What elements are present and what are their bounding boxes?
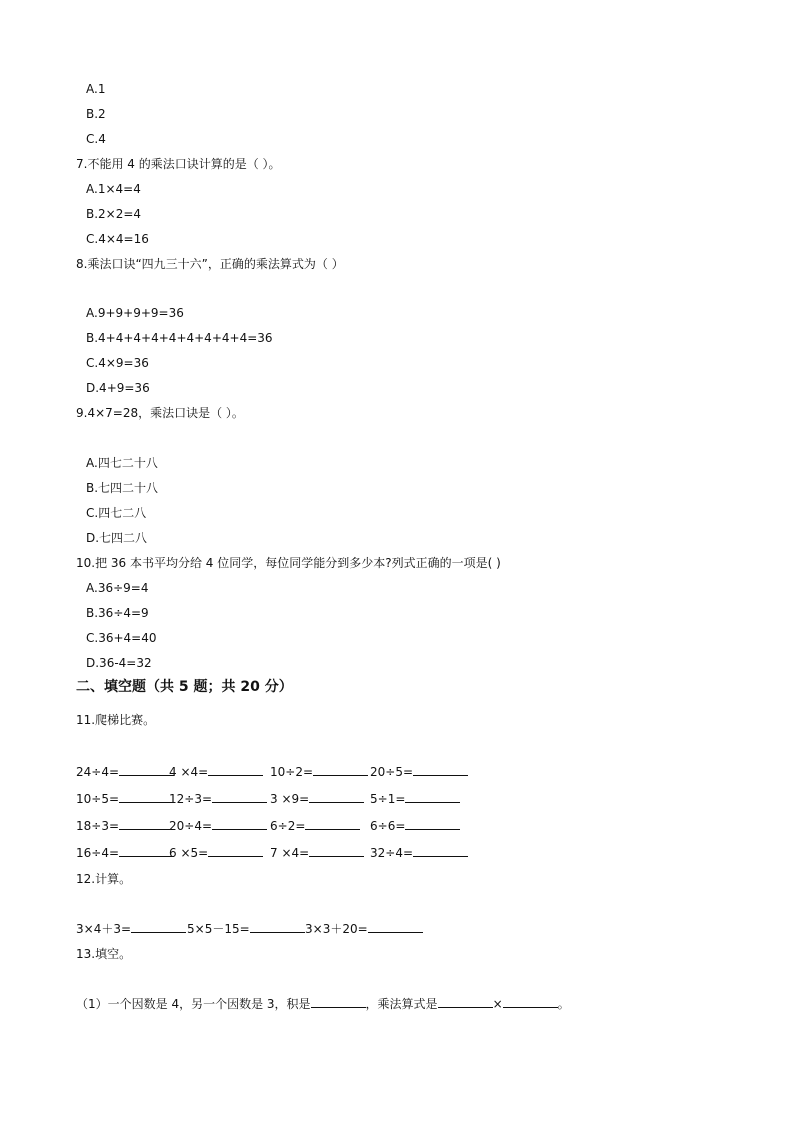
q7-option-c: C.4×4=16 — [86, 232, 149, 246]
answer-blank[interactable] — [405, 818, 460, 830]
q11-expr: 10÷2= — [270, 765, 314, 779]
answer-blank[interactable] — [119, 845, 174, 857]
answer-blank[interactable] — [413, 764, 468, 776]
answer-blank[interactable] — [119, 791, 174, 803]
q10-option-a: A.36÷9=4 — [86, 581, 149, 595]
answer-blank[interactable] — [208, 845, 263, 857]
factor-blank-1[interactable] — [438, 996, 493, 1008]
q13-part1 — [76, 996, 570, 1012]
q9-option-d: D.七四二八 — [86, 531, 148, 545]
q11-expr: 20÷4= — [169, 819, 213, 833]
q10-option-c: C.36+4=40 — [86, 631, 157, 645]
answer-blank[interactable] — [131, 921, 186, 933]
answer-blank[interactable] — [368, 921, 423, 933]
section-title: 二、填空题（共 5 题；共 20 分） — [76, 679, 293, 695]
q6-option-a: A.1 — [86, 82, 106, 96]
q11-expr: 6÷6= — [370, 819, 406, 833]
answer-blank[interactable] — [313, 764, 368, 776]
q9-option-c: C.四七二八 — [86, 506, 147, 520]
answer-blank[interactable] — [309, 791, 364, 803]
q10-option-d: D.36-4=32 — [86, 656, 152, 670]
q8-option-a: A.9+9+9+9=36 — [86, 306, 184, 320]
q7-stem: 7.不能用 4 的乘法口诀计算的是（ ）。 — [76, 157, 281, 171]
q9-stem: 9.4×7=28，乘法口诀是（ ）。 — [76, 406, 244, 420]
q9-option-a: A.四七二十八 — [86, 456, 158, 470]
answer-blank[interactable] — [119, 818, 174, 830]
q7-option-b: B.2×2=4 — [86, 207, 142, 221]
q11-expr: 24÷4= — [76, 765, 120, 779]
answer-blank[interactable] — [309, 845, 364, 857]
q8-option-d: D.4+9=36 — [86, 381, 150, 395]
q13-part1-text-2: ，乘法算式是 — [365, 997, 438, 1011]
q11-expr: 5÷1= — [370, 792, 406, 806]
answer-blank[interactable] — [208, 764, 263, 776]
factor-blank-2[interactable] — [503, 996, 558, 1008]
q10-option-b: B.36÷4=9 — [86, 606, 149, 620]
times-sign: × — [492, 997, 503, 1011]
answer-blank[interactable] — [212, 818, 267, 830]
q11-expr: 18÷3= — [76, 819, 120, 833]
q11-stem: 11.爬梯比赛。 — [76, 713, 156, 727]
q8-option-b: B.4+4+4+4+4+4+4+4+4=36 — [86, 331, 273, 345]
q13-stem: 13.填空。 — [76, 947, 132, 961]
q7-option-a: A.1×4=4 — [86, 182, 141, 196]
q12-expr: 5×5－15= — [187, 922, 250, 936]
period: 。 — [557, 997, 570, 1011]
q13-part1-text: （1）一个因数是 4，另一个因数是 3，积是 — [76, 997, 311, 1011]
q11-expr: 32÷4= — [370, 846, 414, 860]
product-blank[interactable] — [311, 996, 366, 1008]
q12-expr: 3×3＋20= — [305, 922, 368, 936]
q9-option-b: B.七四二十八 — [86, 481, 159, 495]
q11-expr: 6÷2= — [270, 819, 306, 833]
q11-expr: 10÷5= — [76, 792, 120, 806]
q12-stem: 12.计算。 — [76, 872, 132, 886]
q6-option-b: B.2 — [86, 107, 106, 121]
q11-expr: 16÷4= — [76, 846, 120, 860]
q10-stem: 10.把 36 本书平均分给 4 位同学，每位同学能分到多少本?列式正确的一项是( ) — [76, 556, 501, 570]
answer-blank[interactable] — [413, 845, 468, 857]
q6-option-c: C.4 — [86, 132, 106, 146]
q11-expr: 4 ×4= — [169, 765, 209, 779]
answer-blank[interactable] — [119, 764, 174, 776]
q11-expr: 3 ×9= — [270, 792, 310, 806]
q11-expr: 7 ×4= — [270, 846, 310, 860]
q11-expr: 6 ×5= — [169, 846, 209, 860]
q11-expr: 12÷3= — [169, 792, 213, 806]
answer-blank[interactable] — [212, 791, 267, 803]
answer-blank[interactable] — [305, 818, 360, 830]
answer-blank[interactable] — [405, 791, 460, 803]
q12-expr: 3×4＋3= — [76, 922, 132, 936]
q11-expr: 20÷5= — [370, 765, 414, 779]
q8-stem: 8.乘法口诀“四九三十六”，正确的乘法算式为（ ） — [76, 257, 344, 271]
answer-blank[interactable] — [250, 921, 305, 933]
q8-option-c: C.4×9=36 — [86, 356, 149, 370]
